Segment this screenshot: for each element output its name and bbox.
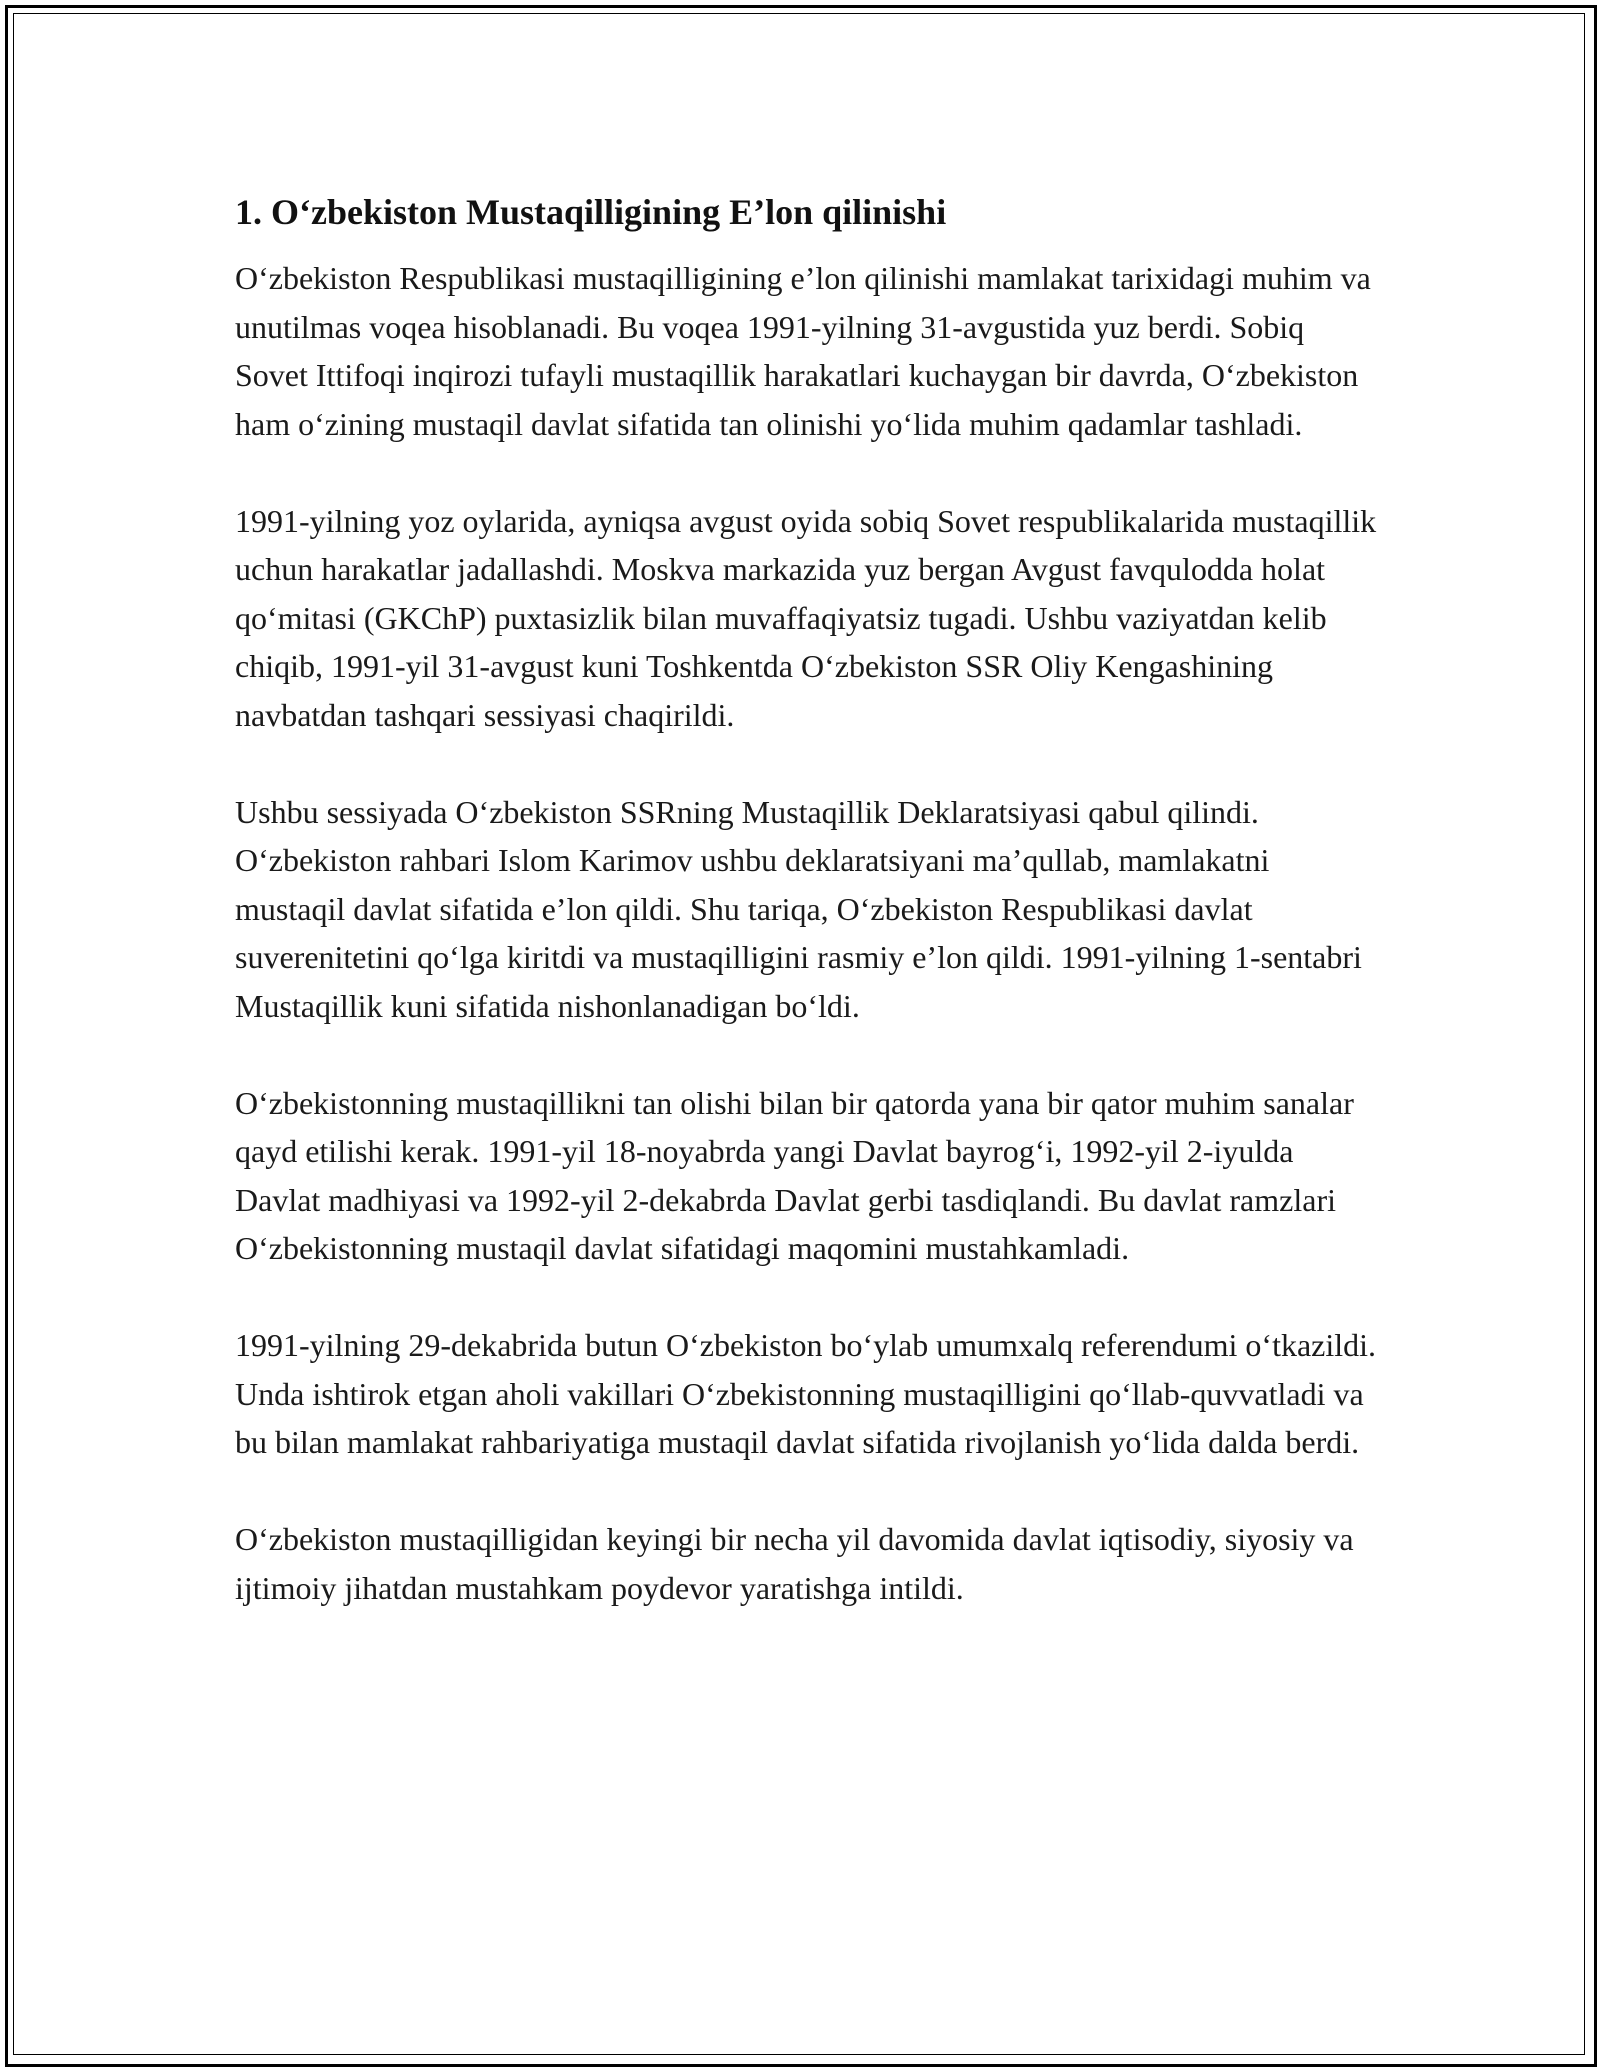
paragraph: O‘zbekiston Respublikasi mustaqilligining e’lon qilinishi mamlakat tarixidagi muhim va unutilmas voqea hisoblanadi. Bu voqea 1991-yilning 31-avgustida yuz berdi. Sobiq Sovet Ittifoqi inqirozi tufayli mustaqillik harakatlari kuchaygan bir davrda, O‘zbekiston ham o‘zining mustaqil davlat sifatida tan olinishi yo‘lida muhim qadamlar tashladi. [235,260,1371,442]
paragraph: 1991-yilning yoz oylarida, ayniqsa avgust oyida sobiq Sovet respublikalarida mustaqillik uchun harakatlar jadallashdi. Moskva markazida yuz bergan Avgust favqulodda holat qo‘mitasi (GKChP) puxtasizlik bilan muvaffaqiyatsiz tugadi. Ushbu vaziyatdan kelib chiqib, 1991-yil 31-avgust kuni Toshkentda O‘zbekiston SSR Oliy Kengashining navbatdan tashqari sessiyasi chaqirildi. [235,502,1377,733]
document-body [235,188,1380,1612]
section-heading: 1. O‘zbekiston Mustaqilligining E’lon qilinishi [235,192,947,232]
paragraph: O‘zbekiston mustaqilligidan keyingi bir necha yil davomida davlat iqtisodiy, siyosiy va ijtimoiy jihatdan mustahkam poydevor yaratishga intildi. [235,1521,1354,1606]
paragraph: Ushbu sessiyada O‘zbekiston SSRning Mustaqillik Deklaratsiyasi qabul qilindi. O‘zbekiston rahbari Islom Karimov ushbu deklaratsiyani ma’qullab, mamlakatni mustaqil davlat sifatida e’lon qildi. Shu tariqa, O‘zbekiston Respublikasi davlat suverenitetini qo‘lga kiritdi va mustaqilligini rasmiy e’lon qildi. 1991-yilning 1-sentabri Mustaqillik kuni sifatida nishonlanadigan bo‘ldi. [235,793,1362,1024]
paragraph: O‘zbekistonning mustaqillikni tan olishi bilan bir qatorda yana bir qator muhim sanalar qayd etilishi kerak. 1991-yil 18-noyabrda yangi Davlat bayrog‘i, 1992-yil 2-iyulda Davlat madhiyasi va 1992-yil 2-dekabrda Davlat gerbi tasdiqlandi. Bu davlat ramzlari O‘zbekistonning mustaqil davlat sifatidagi maqomini mustahkamladi. [235,1084,1354,1266]
paragraph: 1991-yilning 29-dekabrida butun O‘zbekiston bo‘ylab umumxalq referendumi o‘tkazildi. Unda ishtirok etgan aholi vakillari O‘zbekistonning mustaqilligini qo‘llab-quvvatladi va bu bilan mamlakat rahbariyatiga mustaqil davlat sifatida rivojlanish yo‘lida dalda berdi. [235,1327,1377,1460]
